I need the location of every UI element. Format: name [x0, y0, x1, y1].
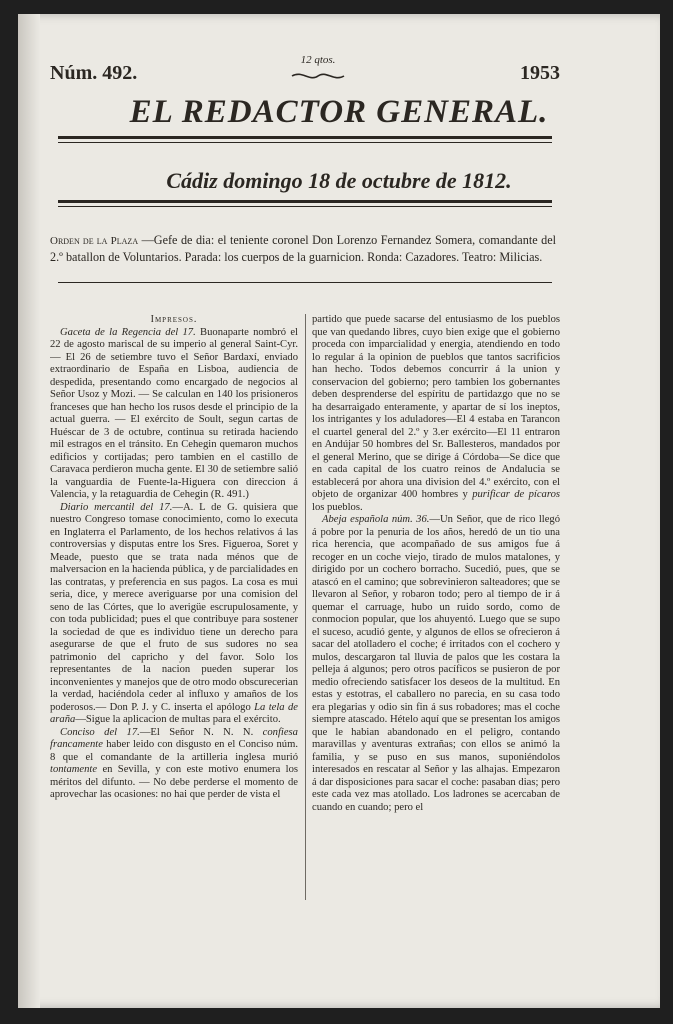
column-separator — [305, 314, 306, 900]
masthead-top-line — [18, 50, 660, 90]
source-gaceta: Gaceta de la Regencia del 17. — [60, 326, 196, 338]
article-diario — [50, 502, 298, 727]
flourish-ornament — [288, 70, 348, 82]
text-diario-tail: —Sigue la aplicacion de multas para el exército. — [75, 714, 281, 725]
page-gutter — [18, 14, 40, 1008]
text-conciso-mid: haber leido con disgusto en el Conciso núm. 8 que el comandante de la artilleria inglesa murió — [50, 739, 298, 763]
article-continuation — [312, 314, 560, 514]
article-gaceta — [50, 327, 298, 502]
dateline: Cádiz domingo 18 de octubre de 1812. — [166, 168, 512, 193]
text-abeja: —Un Señor, que de rico llegó á pobre por la penuria de los años, heredó de un tio una rica herencia, que acompañado de sus amigos fue á recoger en un coche viejo, tirado de mulos matalones, y dirigido por un cochero borracho. Sucedió, pues, que se atascó en el camino; que sobrevinieron salteadores; que se llevaron al Señor, y robaron todo; pero al tiempo de ir á quemar el carruage, hubo un ruido sordo, como de conmocion popular, que los ahuyentó. Luego que se supo el suceso, acudió gente, y algunos de ellos se ofrecieron á sacar del atolladero el coche; é irritados con el cochero y mulos, descargaron tal lluvia de palos que les costara la pelleja á algunos; pero otros pacíficos se pusieron de por medio ofreciendo satisfacer los deseos de la multitud. En estas y estotras, el caballero no parecia, en su casa todo era plegarias y odio sin fin á sus robadores; mas el coche siempre atascado. Hételo aquí que se presentan los amigos que le habian abandonado en el peligro, contando maravillas y aventuras extrañas; con ellos se animó la familia, y se puso en sus manos, suponiéndolos interesados en rescatar al Señor y las alhajas. Empezaron á dar disposiciones para sacar el coche: pasaban dias; pero este cada vez mas atollado. Los ladrones se acercaban de cuando en cuando; pero el — [312, 514, 560, 813]
title-tela-arana: La tela de araña — [50, 701, 298, 725]
orden-de-la-plaza — [50, 232, 556, 265]
section-rule — [58, 282, 552, 283]
text-conciso-tail: en Sevilla, y con este motivo enumera los méritos del difunto. — No debe perderse el momento de aprovechar las ocasiones: no hai que perder de vista el — [50, 764, 298, 800]
dateline-rule-thick — [58, 200, 552, 203]
text-diario: —A. L de G. quisiera que nuestro Congreso tomase conocimiento, como lo executa en Inglaterra el Parlamento, de los hechos relativos á las controversias y disputas entre los Sres. Figueroa, Soret y Meade, puesto que se trata nada ménos que de malversacion en la hacienda pública, y de parcialidades en las contratas, y preferencia en sus pagos. La cosa es mui seria, dice, y merece averiguarse por una comision del seno de las Córtes, que lo averigüe escrupulosamente, y con toda publicidad; pues el que contribuye para sostener la sociedad de que es individuo tiene un derecho para asegurarse de que el fruto de sus sudores no sea patrimonio del capricho y del favor. Solo los representantes de la nacion pueden superar los inconvenientes y manejos que de otro modo obscurecerian la verdad, haciéndola ceder al influxo y amaños de los poderosos.— Don P. J. y C. inserta el apólogo — [50, 501, 298, 713]
orden-text: —Gefe de dia: el teniente coronel Don Lorenzo Fernandez Somera, comandante del 2.º batallon de Voluntarios. Parada: los cuerpos de la guarnicion. Ronda: Cazadores. Teatro: Milicias. — [50, 233, 556, 264]
source-diario: Diario mercantil del 17. — [60, 501, 173, 513]
newspaper-title: EL REDACTOR GENERAL. — [129, 94, 549, 130]
continuation-italic: purificar de pícaros — [472, 489, 560, 500]
dateline-rule-thin — [58, 206, 552, 207]
price: 12 qtos. — [300, 54, 336, 66]
text-continuation: partido que puede sacarse del entusiasmo de los pueblos que van quedando libres, cuyo bien exige que el gobierno proceda con imparcialidad y energia, atendiendo en todo lo regular á la opinion de pueblos que tantos sacrificios han hecho. Todos debemos concurrir á la union y conservacion del gobierno; pero tambien los gobernantes deben desprenderse del espíritu de partidazgo que no se ha desarraigado enteramente, y apartar de sí los ineptos, los intrigantes y los aduladores—El 4 estaba en Tarancon el cuartel general del 2.º y 3.er exército—El 11 entraron en Andújar 50 hombres del Sr. Ballesteros, mandados por el general Merino, que se dirige á Córdoba—Se dice que en cada capital de los cuatro reinos de Andalucia se establecerá por ahora una division del 4.º exército, con el objeto de organizar 400 hombres y — [312, 314, 560, 500]
text-conciso: —El Señor N. N. N. — [139, 726, 263, 738]
text-gaceta: Buonaparte nombró el 22 de agosto mariscal de su imperio al general Saint-Cyr. — El 26 de setiembre tuvo el Señor Bardaxí, enviado extraordinario de España en Lisboa, audiencia de despedida, presentando como encargado de negocios al Señor Usoz y Mozi. — Se calculan en 140 los prisioneros franceses que han hecho los rusos desde el principio de la actual guerra. — El exército de Soult, segun cartas de Huéscar de 3 de octubre, continua su retirada haciendo mil estragos en el tránsito. En Cehegin quemaron muchos edificios y cortijadas; pero tambien en el castillo de Caravaca perdieron mucha gente. El 30 de setiembre salió la vanguardia de Fuente-la-Higuera con direccion á Valencia, y la retaguardia de Cehegin (R. 491.) — [50, 326, 298, 500]
page-number: 1953 — [520, 62, 560, 84]
column-right — [312, 314, 560, 904]
conciso-italic-2: tontamente — [50, 764, 98, 775]
newspaper-page — [18, 14, 660, 1008]
text-continuation-tail: los pueblos. — [312, 501, 363, 513]
section-heading-impresos: Impresos. — [150, 314, 198, 325]
column-left — [50, 314, 298, 904]
source-conciso: Conciso del 17. — [60, 726, 140, 738]
issue-number: Núm. 492. — [50, 62, 138, 84]
article-conciso — [50, 727, 298, 802]
article-abeja — [312, 514, 560, 814]
title-rule-thick — [58, 136, 552, 139]
orden-label: Orden de la Plaza — [50, 235, 139, 247]
title-rule-thin — [58, 142, 552, 143]
source-abeja: Abeja española núm. 36. — [322, 514, 430, 525]
conciso-italic-1: confiesa francamente — [50, 726, 298, 750]
